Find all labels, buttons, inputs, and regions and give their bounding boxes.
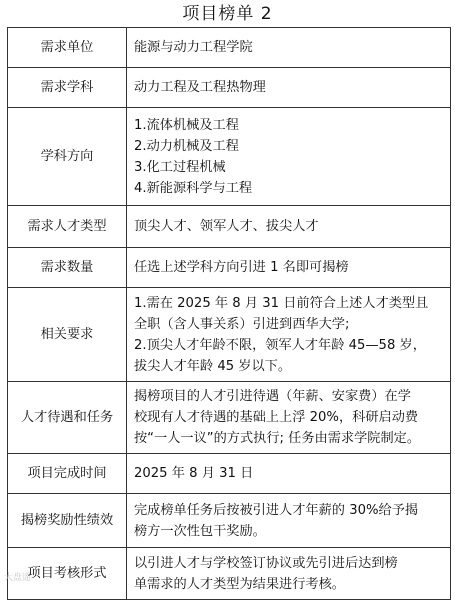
row-value [127, 454, 451, 494]
value-line: 4.新能源科学与工程 [134, 180, 253, 196]
value-line: 1.流体机械及工程 [134, 117, 239, 133]
row-value [127, 206, 451, 248]
table-row [8, 382, 451, 454]
value-line: 榜方一次性包干奖励。 [134, 523, 266, 539]
value-line: 揭榜项目的人才引进待遇（年薪、安家费）在学 [134, 389, 411, 404]
row-value [127, 248, 451, 288]
watermark: 大盘遥 [4, 573, 32, 583]
table-row [8, 454, 451, 494]
value-line: 顶尖人才、领军人才、拔尖人才 [134, 219, 319, 234]
value-line: 2.顶尖人才年龄不限，领军人才年龄 45—58 岁， [134, 337, 426, 353]
value-line: 1.需在 2025 年 8 月 31 日前符合上述人才类型且 [134, 295, 429, 311]
row-label: 需求人才类型 [8, 206, 127, 248]
value-line: 单需求的人才类型为结果进行考核。 [134, 576, 345, 592]
value-line: 2.动力机械及工程 [134, 138, 239, 154]
table-row [8, 28, 451, 68]
value-line: 动力工程及工程热物理 [134, 80, 266, 95]
table-row [8, 548, 451, 600]
value-line: 全职（含人事关系）引进到西华大学; [134, 316, 350, 332]
requirements-table [7, 27, 451, 600]
row-value [127, 28, 451, 68]
row-label: 相关要求 [8, 288, 127, 382]
table-row [8, 108, 451, 206]
table-row [8, 248, 451, 288]
table-row [8, 288, 451, 382]
value-line: 完成榜单任务后按被引进人才年薪的 30%给予揭 [134, 502, 419, 518]
row-label: 学科方向 [8, 108, 127, 206]
table-row [8, 494, 451, 548]
row-label: 项目考核形式 [8, 548, 127, 600]
row-label: 项目完成时间 [8, 454, 127, 494]
row-label: 人才待遇和任务 [8, 382, 127, 454]
value-line: 2025 年 8 月 31 日 [134, 466, 254, 481]
value-line: 能源与动力工程学院 [134, 40, 253, 55]
row-label: 需求数量 [8, 248, 127, 288]
value-line: 以引进人才与学校签订协议或先引进后达到榜 [134, 555, 398, 571]
value-line: 拔尖人才年龄 45 岁以下。 [134, 358, 292, 374]
value-line: 按“一人一议”的方式执行; 任务由需求学院制定。 [134, 431, 421, 446]
row-value [127, 494, 451, 548]
page-title: 项目榜单 2 [182, 4, 273, 24]
row-value [127, 288, 451, 382]
value-line: 校现有人才待遇的基础上上浮 20%，科研启动费 [134, 410, 419, 425]
row-value [127, 382, 451, 454]
row-label: 需求单位 [8, 28, 127, 68]
row-value [127, 108, 451, 206]
table-row [8, 68, 451, 108]
row-label: 揭榜奖励性绩效 [8, 494, 127, 548]
row-value [127, 548, 451, 600]
row-label: 需求学科 [8, 68, 127, 108]
value-line: 3.化工过程机械 [134, 159, 226, 175]
row-value [127, 68, 451, 108]
value-line: 任选上述学科方向引进 1 名即可揭榜 [134, 260, 349, 275]
table-row [8, 206, 451, 248]
